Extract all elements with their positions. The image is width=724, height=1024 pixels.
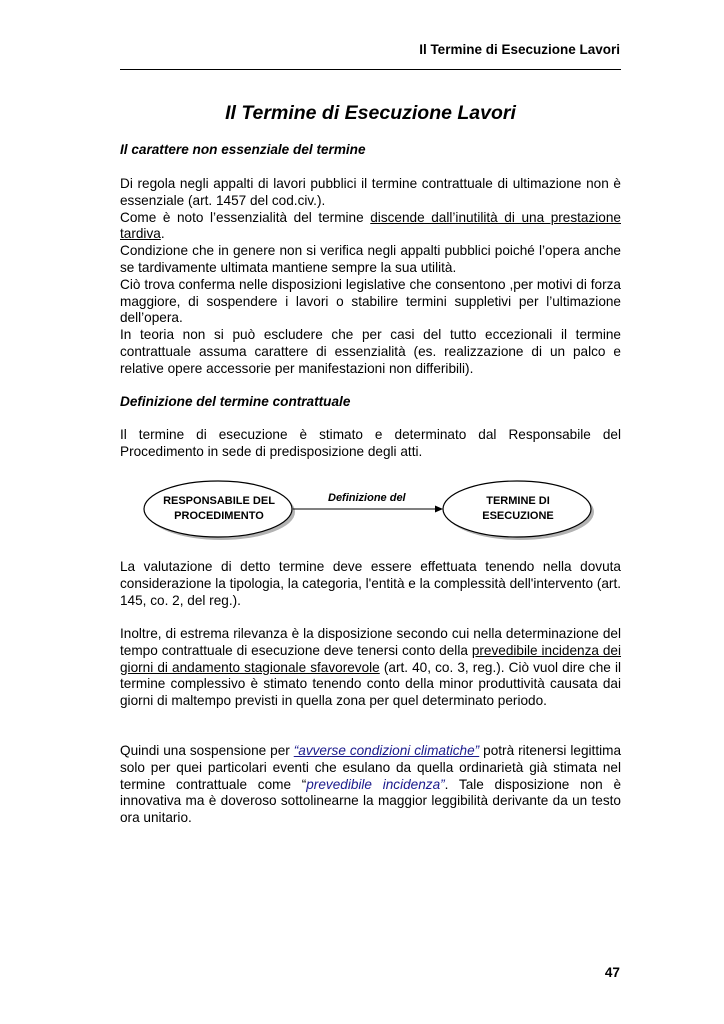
page-number: 47 <box>604 965 620 980</box>
left-node-label <box>144 494 294 524</box>
right-node-label <box>443 494 593 524</box>
node-line: ESECUZIONE <box>482 510 554 522</box>
text-run: (art. 40, co. 3, reg.). Ciò vuol dire che il termine complessivo è stimato tenendo conto della minor produttività causata dai giorni di maltempo previsti in quella zona per quel determinato periodo. <box>120 659 621 709</box>
edge-arrow-head <box>435 506 443 513</box>
underlined-text: prevedibile incidenza dei giorni di andamento stagionale sfavorevole <box>120 642 621 675</box>
node-line: RESPONSABILE DEL <box>163 495 275 507</box>
paragraph: Il termine di esecuzione è stimato e determinato dal Responsabile del Procedimento in sede di predisposizione degli atti. <box>120 427 621 459</box>
paragraph: Di regola negli appalti di lavori pubblici il termine contrattuale di ultimazione non è essenziale (art. 1457 del cod.civ.). <box>120 176 621 208</box>
running-header: Il Termine di Esecuzione Lavori <box>419 42 620 57</box>
section-heading-definition: Definizione del termine contrattuale <box>120 394 351 409</box>
climatic-conditions-link[interactable]: “avverse condizioni climatiche” <box>293 743 480 758</box>
text-run: Come è noto l’essenzialità del termine <box>120 209 371 225</box>
paragraph <box>120 210 621 244</box>
text-run: Quindi una sospensione per <box>120 743 294 758</box>
underlined-text: discende dall’inutilità di una prestazione tardiva <box>120 209 621 242</box>
text-run: Inoltre, di estrema rilevanza è la disposizione secondo cui nella determinazione del tempo contrattuale di esecuzione deve tenersi conto della <box>120 626 621 658</box>
node-line: TERMINE DI <box>486 495 550 507</box>
header-rule <box>120 69 621 70</box>
text-run: “ <box>301 776 307 792</box>
paragraph <box>120 743 621 827</box>
page-title: Il Termine di Esecuzione Lavori <box>225 102 516 124</box>
section-heading-essential: Il carattere non essenziale del termine <box>120 142 366 157</box>
edge-label: Definizione del <box>328 492 406 504</box>
node-line: PROCEDIMENTO <box>174 510 264 522</box>
flow-diagram <box>140 478 600 548</box>
paragraph <box>120 626 621 710</box>
section1-body <box>120 176 621 378</box>
emphasized-text: prevedibile incidenza” <box>306 776 445 792</box>
paragraph: La valutazione di detto termine deve essere effettuata tenendo nella dovuta considerazione la tipologia, la categoria, l'entità e la complessità dell'intervento (art. 145, co. 2, del reg.). <box>120 559 621 608</box>
text-run: . Tale disposizione non è innovativa ma è doveroso sottolinearne la maggior leggibilità derivante da un testo ora unitario. <box>120 776 622 826</box>
paragraph: In teoria non si può escludere che per casi del tutto eccezionali il termine contrattuale assuma carattere di essenzialità (es. realizzazione di un palco e relative opere accessorie per manifestazioni non differibili). <box>120 327 621 376</box>
text-run: potrà ritenersi legittima solo per quei particolari eventi che esulano da quella ordinarietà già stimata nel termine contrattuale come <box>120 743 621 792</box>
paragraph: Condizione che in genere non si verifica negli appalti pubblici poiché l’opera anche se tardivamente ultimata mantiene sempre la sua utilità. <box>120 243 621 275</box>
paragraph: Ciò trova conferma nelle disposizioni legislative che consentono ,per motivi di forza maggiore, di sospendere i lavori o stabilire termini suppletivi per l’ultimazione dell’opera. <box>120 276 621 326</box>
text-run: . <box>160 226 165 242</box>
